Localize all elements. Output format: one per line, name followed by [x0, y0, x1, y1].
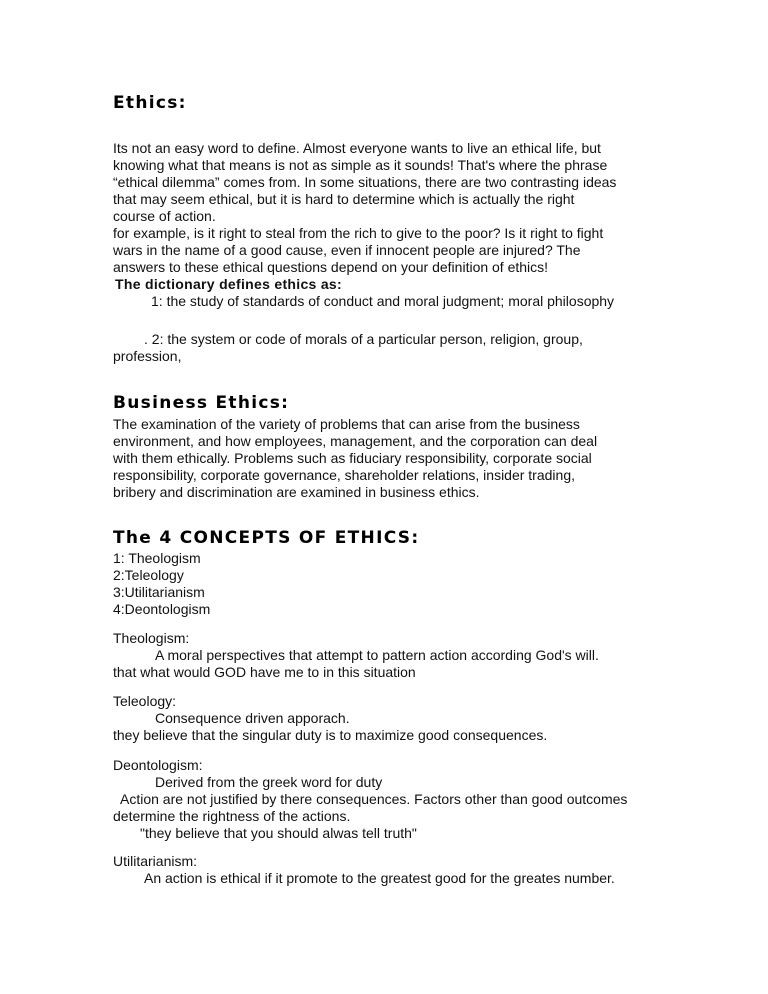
- utilitarianism-line: An action is ethical if it promote to the greatest good for the greates number.: [144, 870, 615, 886]
- teleology-block: [113, 693, 673, 744]
- paragraph-line: knowing what that means is not as simple as it sounds! That's where the phrase: [113, 157, 608, 173]
- dictionary-label: The dictionary defines ethics as:: [115, 276, 342, 292]
- definition-2-line: . 2: the system or code of morals of a particular person, religion, group,: [144, 331, 583, 347]
- theologism-title: Theologism:: [113, 630, 190, 646]
- paragraph-line: The examination of the variety of problems that can arise from the business: [113, 416, 580, 432]
- deontologism-line: Derived from the greek word for duty: [155, 774, 383, 790]
- paragraph-line: wars in the name of a good cause, even if innocent people are injured? The: [113, 242, 581, 258]
- business-ethics-heading: Business Ethics:: [113, 393, 290, 413]
- teleology-line: they believe that the singular duty is to maximize good consequences.: [113, 727, 548, 743]
- paragraph-line: “ethical dilemma” comes from. In some situations, there are two contrasting ideas: [113, 174, 617, 190]
- paragraph-line: bribery and discrimination are examined in business ethics.: [113, 484, 480, 500]
- deontologism-quote: "they believe that you should alwas tell truth": [140, 825, 417, 841]
- paragraph-line: responsibility, corporate governance, shareholder relations, insider trading,: [113, 467, 575, 483]
- definition-1: 1: the study of standards of conduct and moral judgment; moral philosophy: [151, 293, 615, 309]
- business-ethics-paragraph: [113, 416, 673, 501]
- theologism-block: [113, 630, 673, 681]
- utilitarianism-title: Utilitarianism:: [113, 853, 198, 869]
- paragraph-line: Its not an easy word to define. Almost everyone wants to live an ethical life, but: [113, 140, 601, 156]
- ethics-heading: Ethics:: [113, 93, 187, 113]
- paragraph-line: answers to these ethical questions depend on your definition of ethics!: [113, 259, 549, 275]
- list-item: 1: Theologism: [113, 550, 201, 566]
- teleology-title: Teleology:: [113, 693, 177, 709]
- theologism-line: A moral perspectives that attempt to pattern action according God's will.: [155, 647, 599, 663]
- paragraph-line: that may seem ethical, but it is hard to determine which is actually the right: [113, 191, 575, 207]
- list-item: 4:Deontologism: [113, 601, 211, 617]
- deontologism-line: determine the rightness of the actions.: [113, 808, 351, 824]
- paragraph-line: for example, is it right to steal from the rich to give to the poor? Is it right to fight: [113, 225, 604, 241]
- deontologism-title: Deontologism:: [113, 757, 203, 773]
- paragraph-line: environment, and how employees, management, and the corporation can deal: [113, 433, 598, 449]
- definition-2: [113, 331, 673, 365]
- paragraph-line: with them ethically. Problems such as fiduciary responsibility, corporate social: [113, 450, 592, 466]
- concepts-heading: The 4 CONCEPTS OF ETHICS:: [113, 528, 420, 548]
- list-item: 3:Utilitarianism: [113, 584, 205, 600]
- deontologism-line: Action are not justified by there consequences. Factors other than good outcomes: [120, 791, 628, 807]
- paragraph-line: course of action.: [113, 208, 216, 224]
- theologism-line: that what would GOD have me to in this situation: [113, 664, 416, 680]
- deontologism-block: [113, 757, 673, 842]
- teleology-line: Consequence driven apporach.: [155, 710, 350, 726]
- definition-2-line: profession,: [113, 348, 182, 364]
- concepts-list: [113, 550, 673, 618]
- ethics-intro-paragraph: [113, 140, 673, 310]
- utilitarianism-block: [113, 853, 673, 887]
- list-item: 2:Teleology: [113, 567, 184, 583]
